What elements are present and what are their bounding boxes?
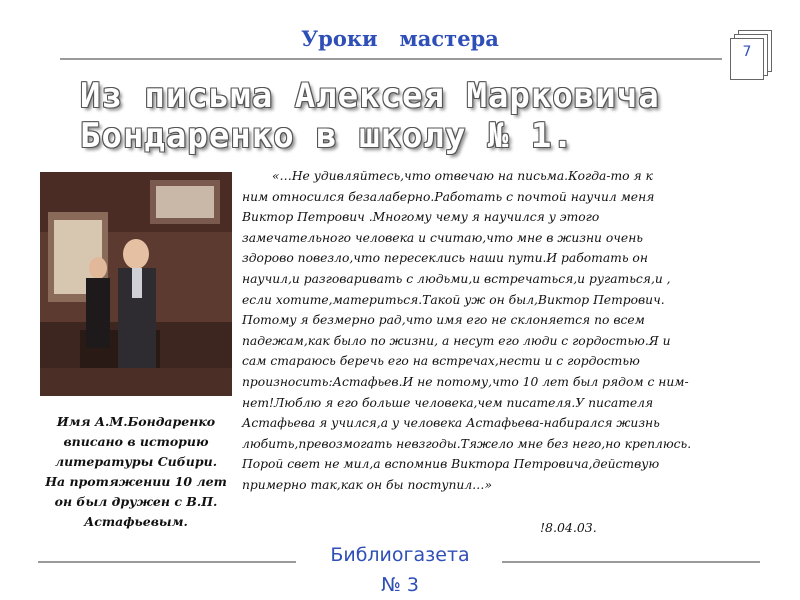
letter-line: произносить:Астафьев.И не потому,что 10 лет был рядом с ним- — [242, 374, 689, 389]
footer-title — [300, 540, 500, 600]
letter-line: замечательного человека и считаю,что мне в жизни очень — [242, 230, 643, 245]
top-divider — [60, 58, 722, 60]
headline — [80, 76, 770, 156]
section-title: Уроки мастера — [301, 26, 499, 51]
letter-line: если хотите,материться.Такой уж он был,Виктор Петрович. — [242, 292, 665, 307]
headline-line-2: Бондаренко в школу № 1. — [80, 116, 574, 156]
bottom-divider-right — [502, 561, 760, 563]
photo-illustration — [40, 172, 232, 396]
letter-date: !8.04.03. — [540, 520, 597, 535]
photo-caption — [20, 412, 252, 532]
caption-line: Имя А.М.Бондаренко — [56, 414, 216, 429]
letter-line: Виктор Петрович .Многому чему я научился у этого — [242, 210, 600, 225]
caption-line: На протяжении 10 лет — [45, 474, 227, 489]
caption-line: литературы Сибири. — [54, 454, 218, 469]
letter-line: здорово повезло,что пересеклись наши пути.И работать он — [242, 251, 648, 266]
letter-line: «…Не удивляйтесь,что отвечаю на письма.Когда-то я к — [272, 169, 653, 183]
page-number: 7 — [742, 44, 752, 60]
headline-line-1: Из письма Алексея Марковича — [80, 76, 660, 116]
letter-line: Потому я безмерно рад,что имя его не склоняется по всем — [242, 313, 645, 328]
letter-line: любить,превозмогать невзгоды.Тяжело мне без него,но креплюсь. — [242, 436, 692, 451]
letter-line: примерно так,как он бы поступил…» — [242, 477, 492, 492]
caption-line: вписано в историю — [63, 434, 209, 449]
page-number-badge — [728, 28, 774, 82]
letter-line: научил,и разговаривать с людьми,и встречаться,и ругаться,и , — [242, 271, 671, 286]
caption-line: он был дружен с В.П. — [54, 494, 218, 509]
letter-line: падежам,как было по жизни, а несут его люди с гордостью.Я и — [242, 333, 671, 348]
letter-text — [242, 166, 764, 496]
footer-line-1: Библиогазета — [330, 544, 470, 566]
letter-line: нет!Люблю я его больше человека,чем писателя.У писателя — [242, 395, 654, 410]
footer-line-2: № 3 — [381, 574, 419, 596]
speaker-photo — [40, 172, 232, 396]
letter-line: Астафьева я учился,а у человека Астафьева-набирался жизнь — [242, 416, 660, 431]
caption-line: Астафьевым. — [84, 514, 188, 529]
letter-line: Порой свет не мил,а вспомнив Виктора Петровича,действую — [242, 457, 660, 472]
letter-line: сам стараюсь беречь его на встречах,нести и с гордостью — [242, 354, 640, 369]
bottom-divider-left — [38, 561, 296, 563]
letter-line: ним относился безалаберно.Работать с почтой научил меня — [242, 189, 655, 204]
